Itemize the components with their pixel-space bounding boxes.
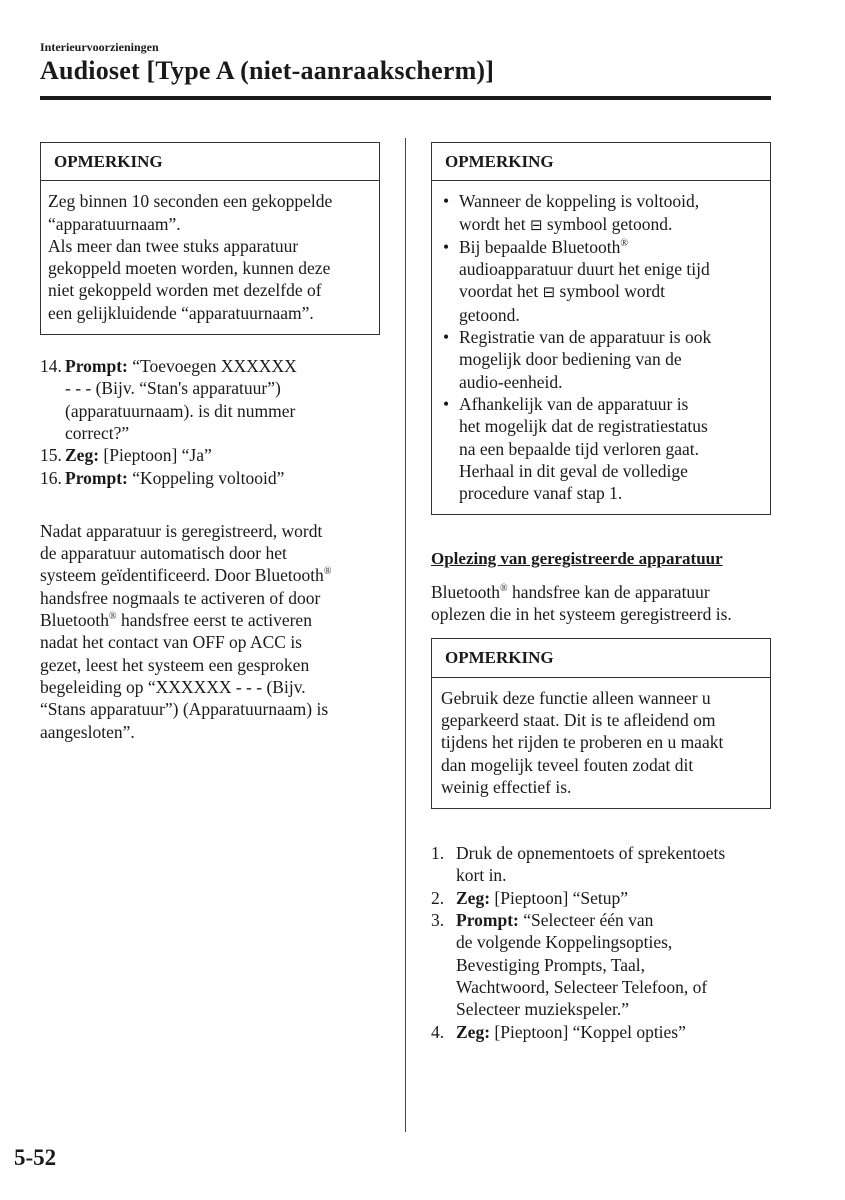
step-text: Selecteer muziekspeler.”: [456, 999, 629, 1020]
paragraph-line: gezet, leest het systeem een gesproken: [40, 654, 310, 675]
note-box-driving: [431, 638, 771, 809]
paragraph-line: handsfree nogmaals te activeren of door: [40, 587, 321, 608]
note-line: gekoppeld moeten worden, kunnen deze: [48, 258, 331, 279]
step-item: [431, 909, 771, 1020]
note-line: een gelijkluidende “apparatuurnaam”.: [48, 302, 314, 323]
bullet-item: • Bij bepaalde Bluetooth® audioapparatuur duurt het enige tijd voordat het ⊟ symbool wordt getoond.: [432, 236, 760, 326]
note-bullets: [432, 190, 760, 504]
right-column: [431, 142, 771, 1043]
section-label: Interieurvoorzieningen: [40, 40, 159, 54]
step-text: (apparatuurnaam). is dit nummer: [65, 400, 296, 421]
step-item: [431, 1021, 771, 1043]
note-line: geparkeerd staat. Dit is te afleidend om: [441, 709, 716, 730]
note-heading: OPMERKING: [41, 143, 379, 181]
step-label: Zeg:: [456, 887, 491, 908]
bullet-item: • Wanneer de koppeling is voltooid, wordt het ⊟ symbool getoond.: [432, 190, 760, 236]
column-divider: [405, 138, 406, 1132]
note-body: [432, 181, 770, 514]
step-label: Zeg:: [456, 1021, 491, 1042]
note-line: dan mogelijk teveel fouten zodat dit: [441, 754, 694, 775]
step-text: kort in.: [456, 865, 507, 886]
readout-intro: Bluetooth® handsfree kan de apparatuur oplezen die in het systeem geregistreerd is.: [431, 581, 732, 625]
step-number: 1.: [431, 843, 445, 864]
step-text: [Pieptoon] “Ja”: [103, 445, 212, 466]
note-line: Als meer dan twee stuks apparatuur: [48, 235, 299, 256]
note-body: [41, 181, 379, 334]
note-body: [432, 678, 770, 808]
step-label: Prompt:: [65, 356, 128, 377]
page-title: Audioset [Type A (niet-aanraakscherm)]: [40, 56, 495, 85]
bluetooth-symbol-icon: ⊟: [529, 215, 543, 234]
paragraph-line: nadat het contact van OFF op ACC is: [40, 632, 302, 653]
note-line: “apparatuurnaam”.: [48, 213, 181, 234]
paragraph-line: systeem geïdentificeerd. Door Bluetooth®: [40, 565, 332, 586]
step-number: 4.: [431, 1021, 445, 1042]
step-number: 3.: [431, 910, 445, 931]
paragraph-line: de apparatuur automatisch door het: [40, 543, 287, 564]
step-text: [Pieptoon] “Koppel opties”: [494, 1021, 686, 1042]
bluetooth-symbol-icon: ⊟: [542, 283, 556, 302]
step-text: Druk de opnementoets of sprekentoets: [456, 843, 726, 864]
step-item: [431, 887, 771, 909]
note-line: Gebruik deze functie alleen wanneer u: [441, 687, 711, 708]
step-number: 16.: [40, 467, 62, 488]
bullet-item: • Afhankelijk van de apparatuur is het mogelijk dat de registratiestatus na een bepaalde tijd verloren gaat. Herhaal in dit geval de volledige procedure vanaf stap 1.: [432, 393, 760, 504]
step-label: Prompt:: [456, 910, 519, 931]
steps-list-right: [431, 842, 771, 1043]
paragraph-line: Bluetooth® handsfree eerst te activeren: [40, 610, 312, 631]
step-item: [431, 842, 771, 887]
step-number: 15.: [40, 445, 62, 466]
step-item: [40, 355, 380, 444]
step-label: Prompt:: [65, 467, 128, 488]
step-text: “Koppeling voltooid”: [132, 467, 285, 488]
title-rule: [40, 96, 771, 100]
note-line: weinig effectief is.: [441, 776, 572, 797]
note-box-left: [40, 142, 380, 335]
note-heading: OPMERKING: [432, 143, 770, 181]
registration-paragraph: [40, 520, 380, 743]
left-column: [40, 142, 380, 743]
step-text: “Selecteer één van: [523, 910, 654, 931]
step-number: 2.: [431, 887, 445, 908]
page-number: 5-52: [14, 1145, 57, 1170]
step-text: Bevestiging Prompts, Taal,: [456, 954, 645, 975]
bullet-item: • Registratie van de apparatuur is ook mogelijk door bediening van de audio-eenheid.: [432, 326, 760, 393]
step-text: Wachtwoord, Selecteer Telefoon, of: [456, 976, 708, 997]
step-item: [40, 467, 380, 489]
section-subheading: Oplezing van geregistreerde apparatuur: [431, 549, 723, 569]
steps-list-left: [40, 355, 380, 489]
step-number: 14.: [40, 356, 62, 377]
step-label: Zeg:: [65, 445, 100, 466]
step-text: “Toevoegen XXXXXX: [132, 356, 297, 377]
step-text: correct?”: [65, 422, 130, 443]
step-item: [40, 444, 380, 466]
paragraph-line: Nadat apparatuur is geregistreerd, wordt: [40, 520, 323, 541]
note-box-pairing: [431, 142, 771, 515]
step-text: [Pieptoon] “Setup”: [494, 887, 629, 908]
note-heading: OPMERKING: [432, 639, 770, 677]
step-text: - - - (Bijv. “Stan's apparatuur”): [65, 378, 281, 399]
step-text: de volgende Koppelingsopties,: [456, 932, 673, 953]
note-line: tijdens het rijden te proberen en u maakt: [441, 732, 724, 753]
note-line: niet gekoppeld worden met dezelfde of: [48, 280, 322, 301]
note-line: Zeg binnen 10 seconden een gekoppelde: [48, 191, 333, 212]
paragraph-line: begeleiding op “XXXXXX - - - (Bijv.: [40, 676, 306, 697]
paragraph-line: “Stans apparatuur”) (Apparatuurnaam) is: [40, 699, 329, 720]
paragraph-line: aangesloten”.: [40, 721, 135, 742]
